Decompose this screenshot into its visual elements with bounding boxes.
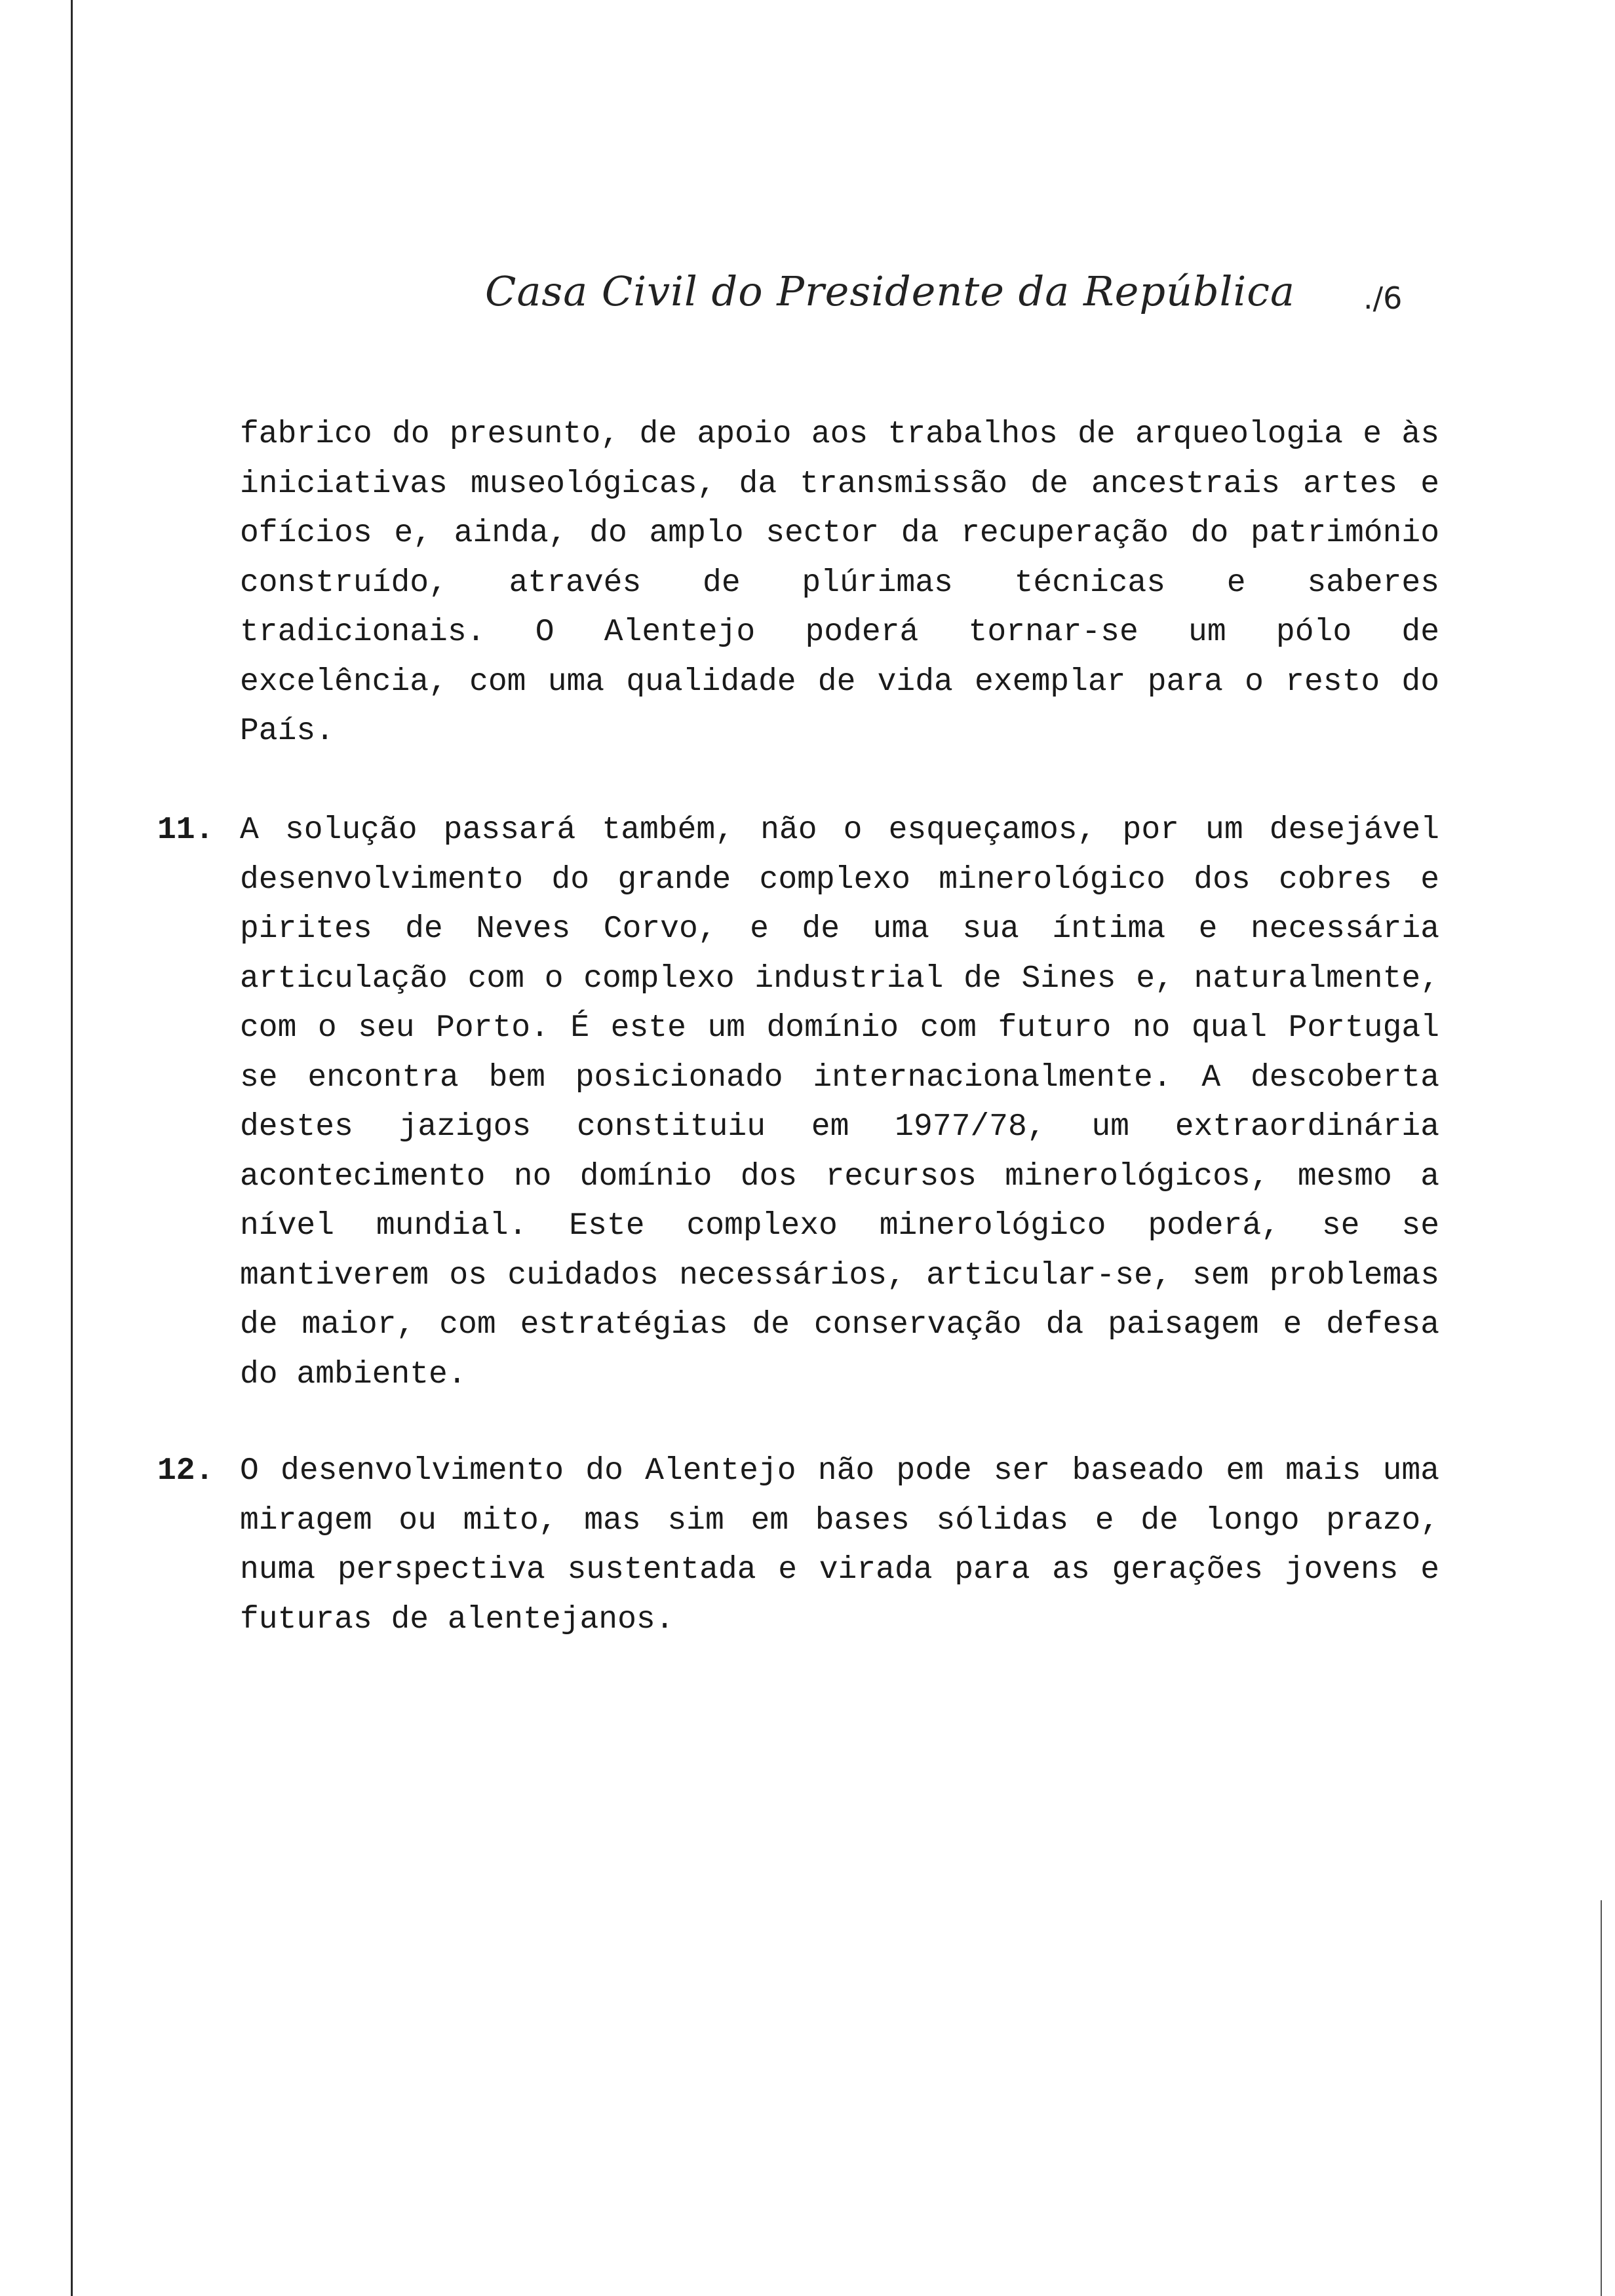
scan-edge-line: [71, 0, 73, 2296]
scan-edge-line: [1601, 1900, 1602, 2296]
paragraph-11: A solução passará também, não o esqueçamos, por um desejável desenvolvimento do grande complexo minerológico dos cobres e pirites de Neves Corvo, e de uma sua íntima e necessária articulação com o complexo industrial de Sines e, naturalmente, com o seu Porto. É este um domínio com futuro no qual Portugal se encontra bem posicionado internacionalmente. A descoberta destes jazigos constituiu em 1977/78, um extraordinária acontecimento no domínio dos recursos minerológicos, mesmo a nível mundial. Este complexo minerológico poderá, se se mantiverem os cuidados necessários, articular-se, sem problemas de maior, com estratégias de conservação da paisagem e defesa do ambiente.: [240, 813, 1439, 1392]
letterhead-title: Casa Civil do Presidente da República: [485, 267, 1295, 315]
paragraph-12: O desenvolvimento do Alentejo não pode ser baseado em mais uma miragem ou mito, mas sim em bases sólidas e de longo prazo, numa perspectiva sustentada e virada para as gerações jovens e futuras de alentejanos.: [240, 1453, 1439, 1637]
page-number: ./6: [1363, 280, 1403, 316]
paragraph-number: 12.: [157, 1453, 214, 1489]
paragraph-number: 11.: [157, 813, 214, 848]
paragraph-continuation: fabrico do presunto, de apoio aos trabalhos de arqueologia e às iniciativas museológicas, da transmissão de ancestrais artes e ofícios e, ainda, do amplo sector da recuperação do património construído, através de plúrimas técnicas e saberes tradicionais. O Alentejo poderá tornar-se um pólo de excelência, com uma qualidade de vida exemplar para o resto do País.: [240, 417, 1439, 749]
